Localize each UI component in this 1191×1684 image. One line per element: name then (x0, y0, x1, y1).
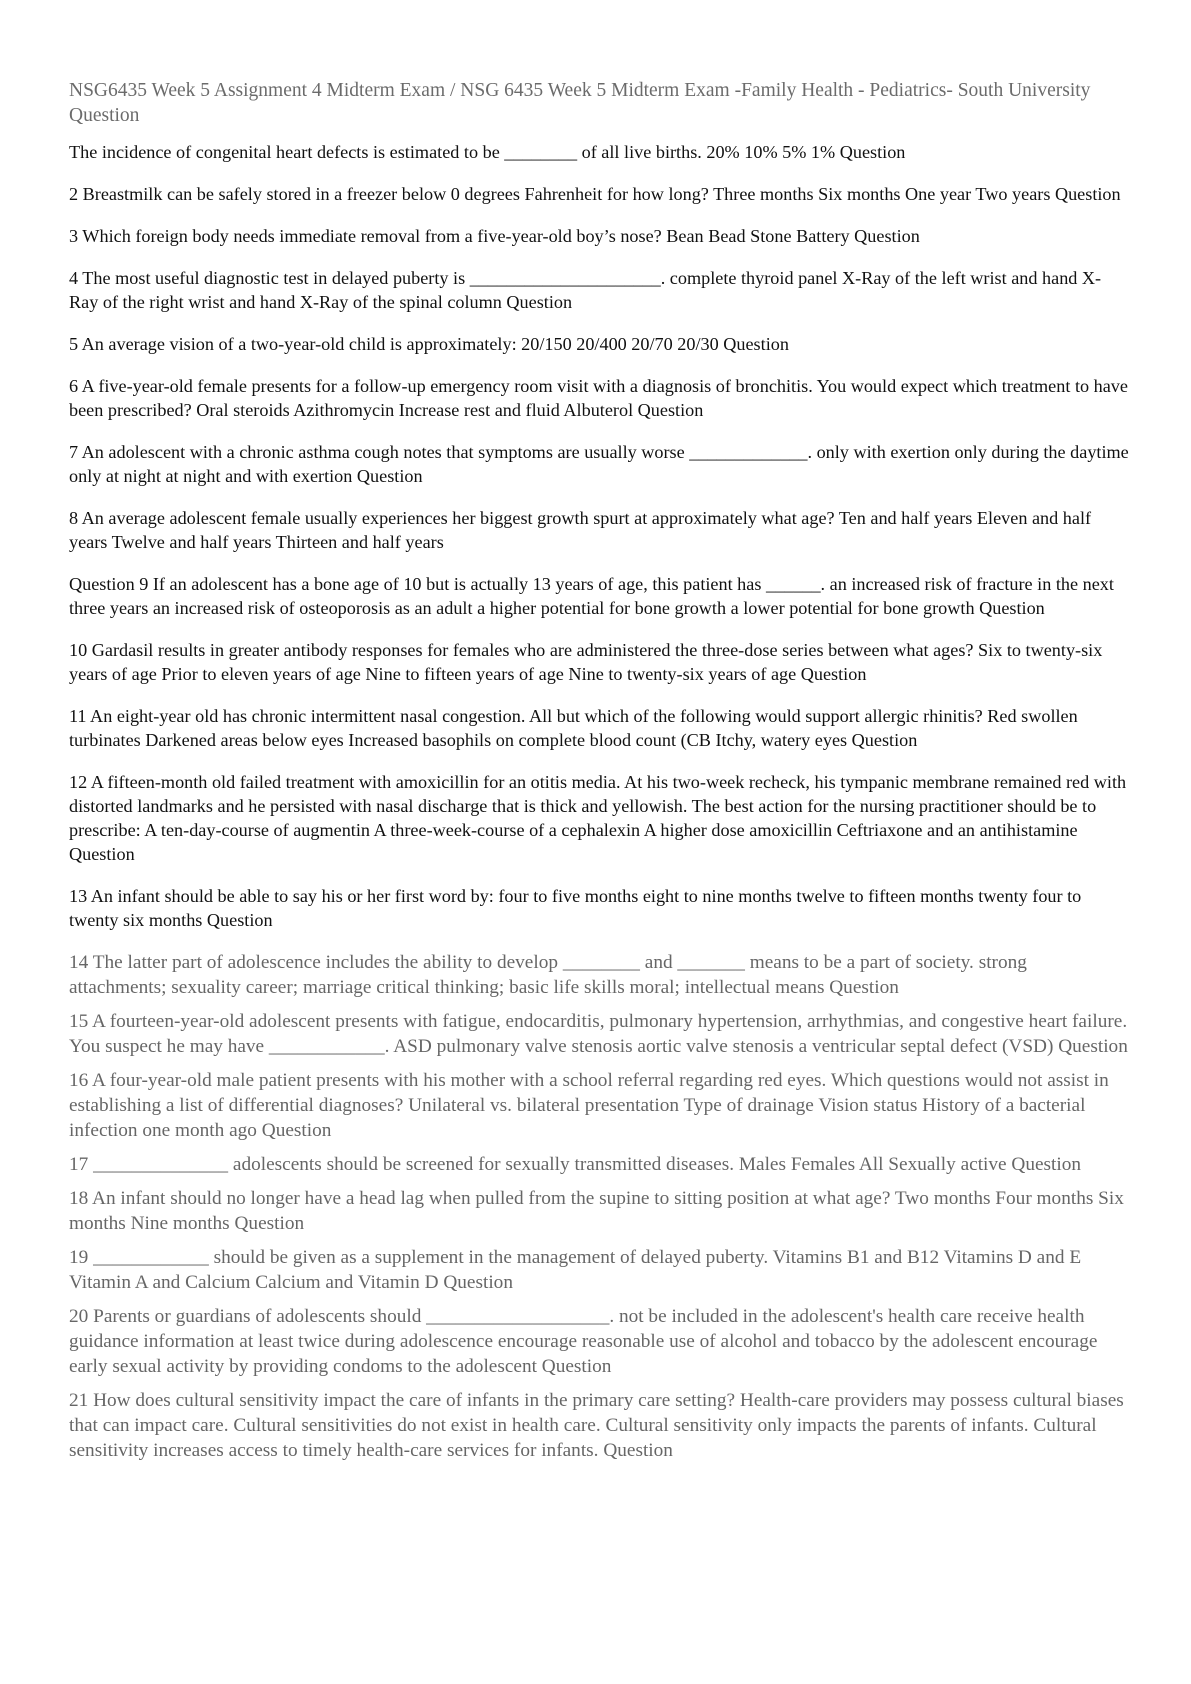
document-title: NSG6435 Week 5 Assignment 4 Midterm Exam / NSG 6435 Week 5 Midterm Exam -Family Health - Pediatrics- South University Question (69, 80, 1091, 126)
question-16: 16 A four-year-old male patient presents with his mother with a school referral regarding red eyes. Which questions would not assist in establishing a list of differential diagnoses? Unilateral vs. bilateral presentation Type of drainage Vision status History of a bacterial infection one month ago Question (69, 1070, 1109, 1141)
question-10: 10 Gardasil results in greater antibody responses for females who are administered the three-dose series between what ages? Six to twenty-six years of age Prior to eleven years of age Nine to fifteen years of age Nine to twenty-six years of age Question (69, 640, 1103, 684)
question-8: 8 An average adolescent female usually experiences her biggest growth spurt at approximately what age? Ten and half years Eleven and half years Twelve and half years Thirteen and half years (69, 508, 1092, 552)
question-11: 11 An eight-year old has chronic intermittent nasal congestion. All but which of the following would support allergic rhinitis? Red swollen turbinates Darkened areas below eyes Increased basophils on complete blood count (CB Itchy, watery eyes Question (69, 706, 1078, 750)
question-13: 13 An infant should be able to say his or her first word by: four to five months eight to nine months twelve to fifteen months twenty four to twenty six months Question (69, 886, 1082, 930)
question-15: 15 A fourteen-year-old adolescent presents with fatigue, endocarditis, pulmonary hypertension, arrhythmias, and congestive heart failure. You suspect he may have ____________. ASD pulmonary valve stenosis aortic valve stenosis a ventricular septal defect (VSD) Question (69, 1011, 1128, 1057)
question-21: 21 How does cultural sensitivity impact the care of infants in the primary care setting? Health-care providers may possess cultural biases that can impact care. Cultural sensitivities do not exist in health care. Cultural sensitivity only impacts the parents of infants. Cultural sensitivity increases access to timely health-care services for infants. Question (69, 1390, 1124, 1461)
question-2: 2 Breastmilk can be safely stored in a freezer below 0 degrees Fahrenheit for how long? Three months Six months One year Two years Question (69, 184, 1121, 204)
question-5: 5 An average vision of a two-year-old child is approximately: 20/150 20/400 20/70 20/30 Question (69, 334, 789, 354)
question-7: 7 An adolescent with a chronic asthma cough notes that symptoms are usually worse _____________. only with exertion only during the daytime only at night at night and with exertion Question (69, 442, 1129, 486)
question-1: The incidence of congenital heart defects is estimated to be ________ of all live births. 20% 10% 5% 1% Question (69, 142, 906, 162)
question-6: 6 A five-year-old female presents for a follow-up emergency room visit with a diagnosis of bronchitis. You would expect which treatment to have been prescribed? Oral steroids Azithromycin Increase rest and fluid Albuterol Question (69, 376, 1128, 420)
question-3: 3 Which foreign body needs immediate removal from a five-year-old boy’s nose? Bean Bead Stone Battery Question (69, 226, 920, 246)
question-20: 20 Parents or guardians of adolescents should ___________________. not be included in the adolescent's health care receive health guidance information at least twice during adolescence encourage reasonable use of alcohol and tobacco by the adolescent encourage early sexual activity by providing condoms to the adolescent Question (69, 1306, 1098, 1377)
question-18: 18 An infant should no longer have a head lag when pulled from the supine to sitting position at what age? Two months Four months Six months Nine months Question (69, 1188, 1124, 1234)
question-4: 4 The most useful diagnostic test in delayed puberty is _____________________. complete thyroid panel X-Ray of the left wrist and hand X-Ray of the right wrist and hand X-Ray of the spinal column Question (69, 268, 1102, 312)
question-17: 17 ______________ adolescents should be screened for sexually transmitted diseases. Males Females All Sexually active Question (69, 1154, 1082, 1175)
document-page (69, 78, 1129, 1472)
question-12: 12 A fifteen-month old failed treatment with amoxicillin for an otitis media. At his two-week recheck, his tympanic membrane remained red with distorted landmarks and he persisted with nasal discharge that is thick and yellowish. The best action for the nursing practitioner should be to prescribe: A ten-day-course of augmentin A three-week-course of a cephalexin A higher dose amoxicillin Ceftriaxone and an antihistamine Question (69, 772, 1127, 864)
question-19: 19 ____________ should be given as a supplement in the management of delayed puberty. Vitamins B1 and B12 Vitamins D and E Vitamin A and Calcium Calcium and Vitamin D Question (69, 1247, 1082, 1293)
question-14: 14 The latter part of adolescence includes the ability to develop ________ and _______ means to be a part of society. strong attachments; sexuality career; marriage critical thinking; basic life skills moral; intellectual means Question (69, 952, 1027, 998)
question-9: Question 9 If an adolescent has a bone age of 10 but is actually 13 years of age, this patient has ______. an increased risk of fracture in the next three years an increased risk of osteoporosis as an adult a higher potential for bone growth a lower potential for bone growth Question (69, 574, 1114, 618)
